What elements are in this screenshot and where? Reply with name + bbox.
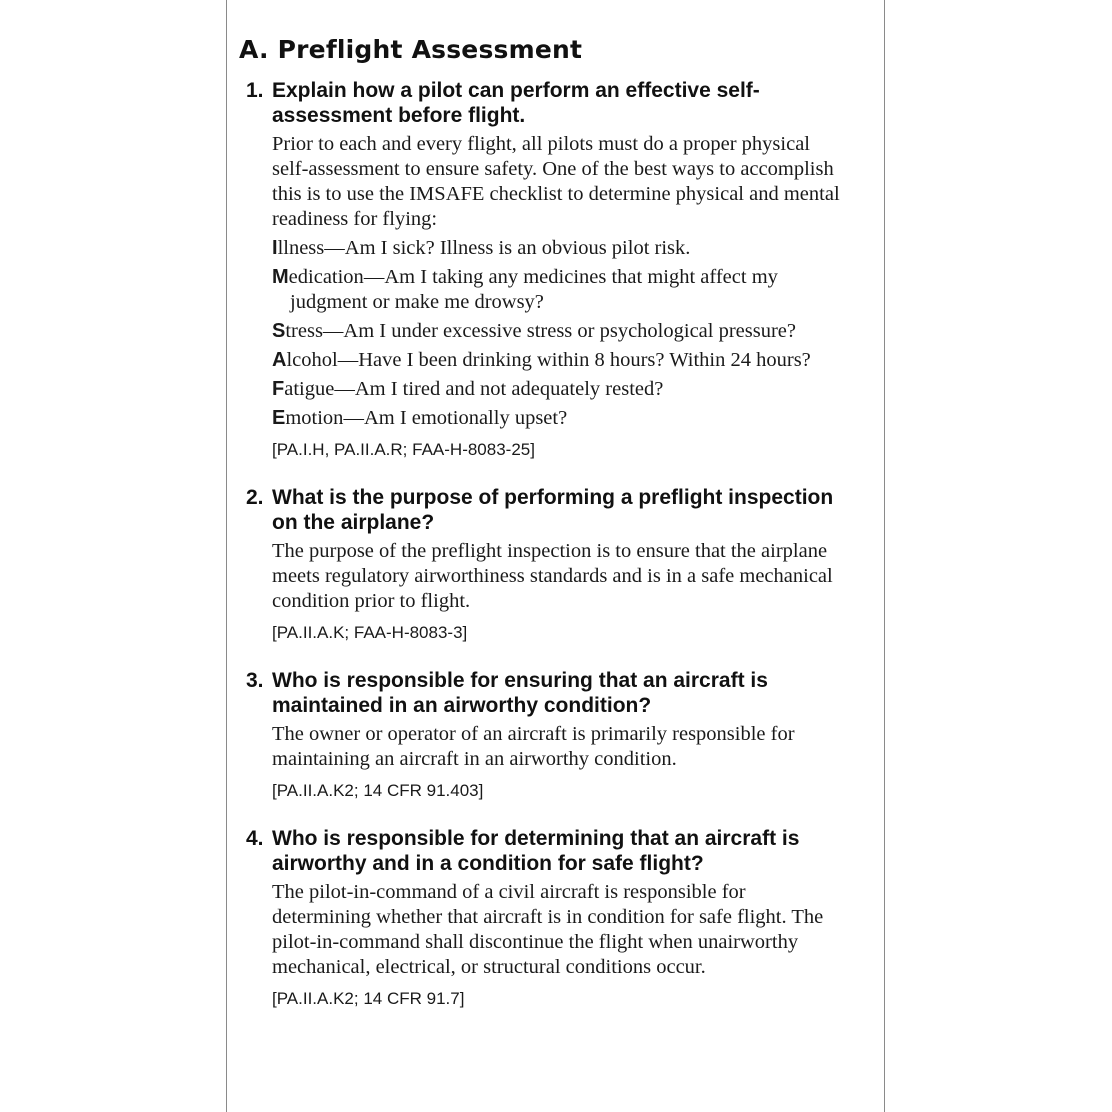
answer-text: The purpose of the preflight inspection is to ensure that the airplane meets regulatory airworthiness standards and is in a safe mechanical condition prior to flight. (272, 540, 833, 612)
question-text: Who is responsible for determining that an aircraft is airworthy and in a condition for safe flight? (272, 827, 800, 875)
imsafe-letter: M (272, 266, 289, 288)
imsafe-word-rest: motion (285, 407, 344, 429)
imsafe-word-rest: lcohol (286, 349, 338, 371)
imsafe-item (272, 377, 844, 402)
imsafe-item (272, 348, 844, 373)
imsafe-checklist (272, 236, 844, 431)
imsafe-word-rest: llness (277, 237, 325, 259)
question-item (239, 78, 844, 461)
question-text: What is the purpose of performing a preflight inspection on the airplane? (272, 486, 834, 534)
section-title: A. Preflight Assessment (239, 35, 583, 64)
question-item (239, 668, 844, 802)
document-page (226, 0, 885, 1112)
reference-citation: [PA.I.H, PA.II.A.R; FAA-H-8083-25] (272, 440, 535, 459)
reference-citation: [PA.II.A.K; FAA-H-8083-3] (272, 623, 468, 642)
imsafe-item (272, 236, 844, 261)
imsafe-description: —Am I sick? Illness is an obvious pilot risk. (324, 237, 691, 259)
reference-citation: [PA.II.A.K2; 14 CFR 91.7] (272, 989, 465, 1008)
question-text: Who is responsible for ensuring that an aircraft is maintained in an airworthy condition? (272, 669, 768, 717)
imsafe-letter: F (272, 378, 285, 400)
question-item (239, 485, 844, 644)
imsafe-item (272, 319, 844, 344)
imsafe-description: —Am I emotionally upset? (343, 407, 568, 429)
imsafe-item (272, 265, 844, 315)
answer-text: The pilot-in-command of a civil aircraft is responsible for determining whether that aircraft is in condition for safe flight. The pilot-in-command shall discontinue the flight when unairworthy mechanical, electrical, or structural conditions occur. (272, 881, 824, 978)
question-number: 3. (246, 669, 264, 692)
imsafe-word-rest: tress (285, 320, 323, 342)
imsafe-item (272, 406, 844, 431)
answer-text: The owner or operator of an aircraft is primarily responsible for maintaining an aircraft in an airworthy condition. (272, 723, 795, 770)
question-text: Explain how a pilot can perform an effective self-assessment before flight. (272, 79, 760, 127)
imsafe-word-rest: atigue (284, 378, 335, 400)
question-item (239, 826, 844, 1010)
imsafe-description: —Am I taking any medicines that might affect my judgment or make me drowsy? (290, 266, 778, 313)
reference-citation: [PA.II.A.K2; 14 CFR 91.403] (272, 781, 484, 800)
imsafe-description: —Am I tired and not adequately rested? (334, 378, 664, 400)
imsafe-letter: E (272, 407, 286, 429)
answer-text: Prior to each and every flight, all pilots must do a proper physical self-assessment to ensure safety. One of the best ways to accomplish this is to use the IMSAFE checklist to determine physical and mental readiness for flying: (272, 133, 840, 230)
imsafe-description: —Have I been drinking within 8 hours? Within 24 hours? (337, 349, 811, 371)
question-number: 4. (246, 827, 264, 850)
imsafe-letter: A (272, 349, 287, 371)
imsafe-letter: S (272, 320, 286, 342)
page-content (239, 34, 844, 1034)
imsafe-word-rest: edication (288, 266, 364, 288)
question-number: 2. (246, 486, 264, 509)
imsafe-letter: I (272, 237, 278, 259)
imsafe-description: —Am I under excessive stress or psychological pressure? (322, 320, 796, 342)
question-number: 1. (246, 79, 264, 102)
